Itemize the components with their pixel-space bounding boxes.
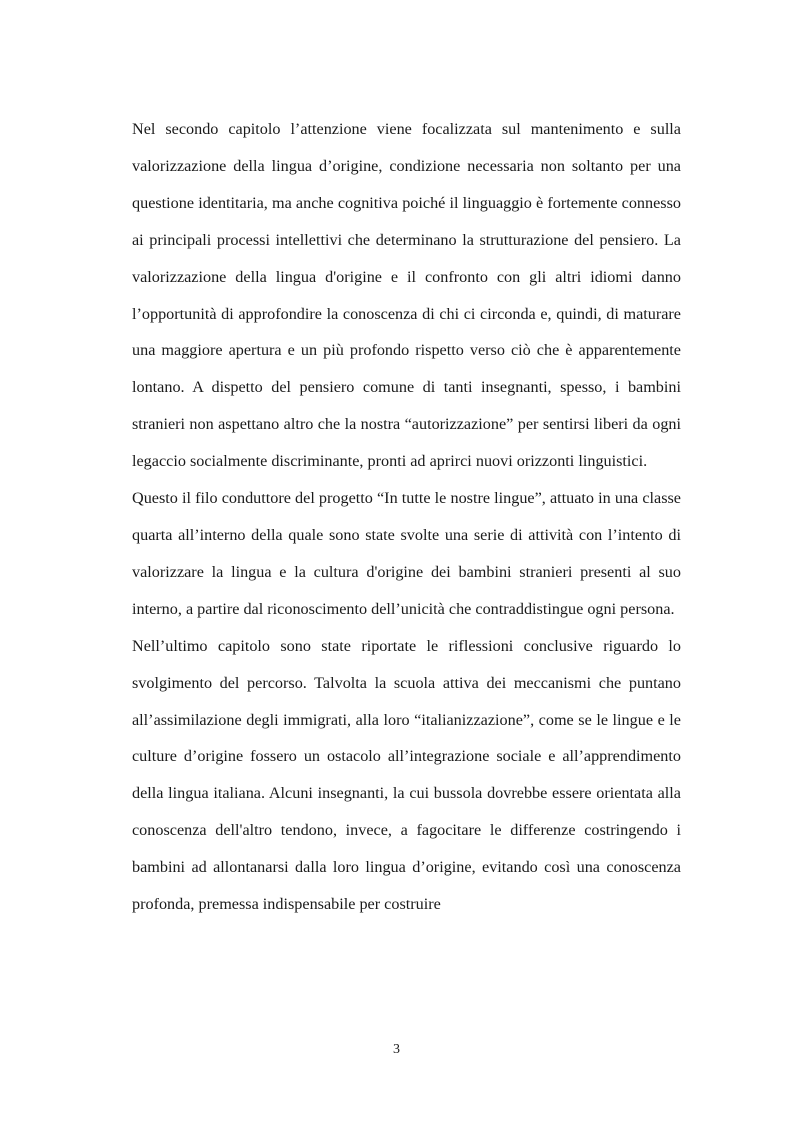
paragraph-2: Questo il filo conduttore del progetto “In tutte le nostre lingue”, attuato in una classe quarta all’interno della quale sono state svolte una serie di attività con l’intento di valorizzare la lingua e la cultura d'origine dei bambini stranieri presenti al suo interno, a partire dal riconoscimento dell’unicità che contraddistingue ogni persona. (132, 489, 681, 618)
page-number: 3 (393, 1042, 400, 1057)
body-text (132, 111, 681, 923)
paragraph-3: Nell’ultimo capitolo sono state riportate le riflessioni conclusive riguardo lo svolgimento del percorso. Talvolta la scuola attiva dei meccanismi che puntano all’assimilazione degli immigrati, alla loro “italianizzazione”, come se le lingue e le culture d’origine fossero un ostacolo all’integrazione sociale e all’apprendimento della lingua italiana. Alcuni insegnanti, la cui bussola dovrebbe essere orientata alla conoscenza dell'altro tendono, invece, a fagocitare le differenze costringendo i bambini ad allontanarsi dalla loro lingua d’origine, evitando così una conoscenza profonda, premessa indispensabile per costruire (132, 636, 681, 914)
paragraph-1: Nel secondo capitolo l’attenzione viene focalizzata sul mantenimento e sulla valorizzazione della lingua d’origine, condizione necessaria non soltanto per una questione identitaria, ma anche cognitiva poiché il linguaggio è fortemente connesso ai principali processi intellettivi che determinano la strutturazione del pensiero. La valorizzazione della lingua d'origine e il confronto con gli altri idiomi danno l’opportunità di approfondire la conoscenza di chi ci circonda e, quindi, di maturare una maggiore apertura e un più profondo rispetto verso ciò che è apparentemente lontano. A dispetto del pensiero comune di tanti insegnanti, spesso, i bambini stranieri non aspettano altro che la nostra “autorizzazione” per sentirsi liberi da ogni legaccio socialmente discriminante, pronti ad aprirci nuovi orizzonti linguistici. (132, 120, 681, 471)
